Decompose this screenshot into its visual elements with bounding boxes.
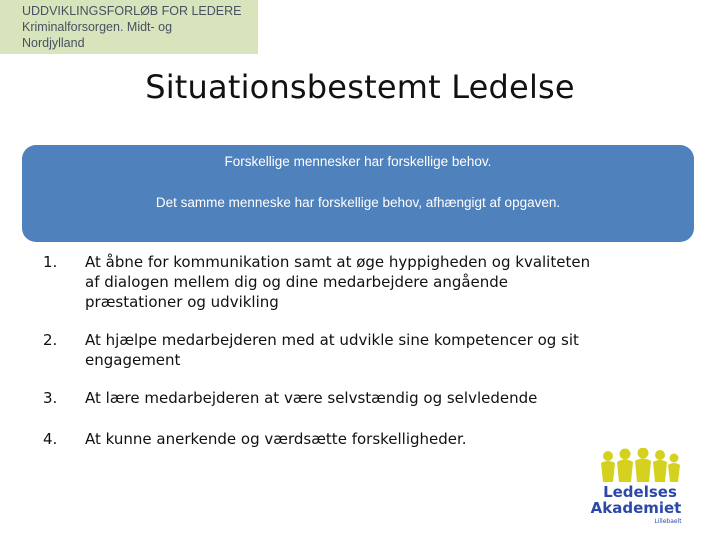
list-item-line: præstationer og udvikling — [85, 293, 279, 311]
list-item-line: At lære medarbejderen at være selvstændig og selvledende — [85, 389, 538, 407]
course-tag — [0, 0, 258, 54]
course-tag-line-3: Nordjylland — [22, 36, 85, 50]
list-item-text — [85, 252, 675, 312]
list-item-line: engagement — [85, 351, 181, 369]
logo-figures-icon — [590, 448, 686, 528]
list-item-text — [85, 388, 675, 408]
logo-text-line-2: Akademiet — [590, 499, 682, 517]
list-item-line: At åbne for kommunikation samt at øge hyppigheden og kvaliteten — [85, 253, 591, 271]
list-item-number: 1. — [43, 253, 58, 271]
slide-title: Situationsbestemt Ledelse — [145, 68, 575, 106]
course-tag-line-2: Kriminalforsorgen. Midt- og — [22, 20, 173, 34]
list-item-text — [85, 429, 675, 449]
list-item-number: 3. — [43, 389, 58, 407]
banner-line-2: Det samme menneske har forskellige behov, afhængigt af opgaven. — [155, 195, 561, 210]
logo-text-line-1: Ledelses — [603, 483, 677, 501]
list-item-line: At kunne anerkende og værdsætte forskelligheder. — [85, 430, 467, 448]
list-item-text — [85, 330, 675, 370]
list-item-line: At hjælpe medarbejderen med at udvikle sine kompetencer og sit — [85, 331, 579, 349]
list-item-number: 4. — [43, 430, 58, 448]
list-item-line: af dialogen mellem dig og dine medarbejdere angående — [85, 273, 509, 291]
ledelses-akademiet-logo — [590, 448, 686, 528]
list-item-number: 2. — [43, 331, 58, 349]
course-tag-line-1: UDDVIKLINGSFORLØB FOR LEDERE — [22, 4, 242, 18]
banner-line-1: Forskellige mennesker har forskellige behov. — [224, 154, 492, 169]
principle-banner — [22, 145, 694, 242]
logo-text-line-3: Lillebaelt — [654, 518, 682, 525]
